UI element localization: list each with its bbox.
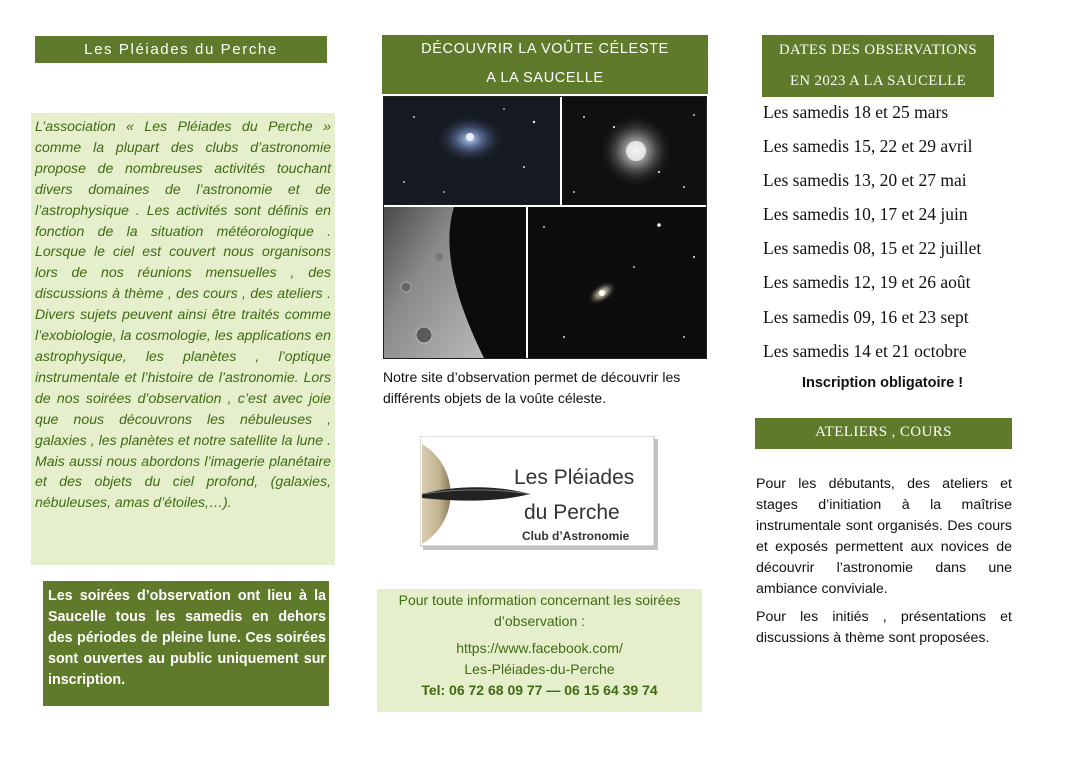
date-item: Les samedis 15, 22 et 29 avril: [763, 136, 973, 157]
photo-caption: Notre site d’observation permet de découvrir les différents objets de la voûte céleste.: [383, 369, 681, 406]
date-item: Les samedis 12, 19 et 26 août: [763, 272, 971, 293]
center-title-line2: A LA SAUCELLE: [486, 70, 604, 86]
nebula-photo: [384, 97, 560, 205]
date-item: Les samedis 13, 20 et 27 mai: [763, 170, 967, 191]
ateliers-paragraph-2: Pour les initiés , présentations et discussions à thème sont proposées.: [756, 609, 1012, 646]
logo-line3: Club d’Astronomie: [522, 529, 630, 543]
inscription-notice: Inscription obligatoire !: [801, 375, 964, 391]
date-item: Les samedis 08, 15 et 22 juillet: [763, 238, 982, 259]
logo-line1: Les Pléiades: [514, 466, 635, 489]
galaxy-photo: [528, 207, 706, 358]
facebook-link-line2[interactable]: Les-Pléiades-du-Perche: [464, 661, 615, 677]
ateliers-title-banner: ATELIERS , COURS: [755, 418, 1012, 449]
club-logo: [420, 436, 658, 550]
star-cluster-photo: [562, 97, 706, 205]
info-line1: Pour toute information concernant les soirées d’observation :: [398, 592, 681, 629]
soirees-paragraph: Les soirées d’observation ont lieu à la Saucelle tous les samedis en dehors des périodes de pleine lune. Ces soirées sont ouvertes au public uniquement sur inscription.: [48, 588, 326, 688]
moon-photo: [384, 207, 526, 358]
date-item: Les samedis 09, 16 et 23 sept: [763, 306, 969, 327]
ateliers-text: [756, 474, 1012, 656]
intro-paragraph: L’association « Les Pléiades du Perche » comme la plupart des clubs d’astronomie propose de nombreuses activités touchant divers domaines de l’astronomie et de l’astrophysique . Les activités sont définis en fonction de la situation météorologique . Lorsque le ciel est couvert nous organisons lors de nos réunions mensuelles , des discussions à thème , des cours , des ateliers . Divers sujets peuvent ainsi être traités comme l’exobiologie, la cosmologie, les applications en astrophysique, les planètes , l’optique instrumentale et l’histoire de l’astronomie. Lors de nos soirées d’observation , c’est avec joie que nous découvrons les nébuleuses , galaxies , les planètes et notre satellite la lune . Mais aussi nous abordons l’imagerie planétaire et des objets du ciel profond, (galaxies, nébuleuses, amas d’étoiles,…).: [35, 118, 331, 511]
left-title-banner: Les Pléiades du Perche: [35, 36, 327, 63]
logo-line2: du Perche: [524, 501, 620, 524]
ateliers-paragraph-1: Pour les débutants, des ateliers et stages d’initiation à la maîtrise instrumentale sont organisés. Des cours et exposés permettent aux novices de découvrir l’astronomie dans une ambiance conviviale.: [756, 476, 1012, 597]
center-title-banner: [382, 35, 708, 94]
dates-title-banner: [762, 35, 994, 97]
date-item: Les samedis 18 et 25 mars: [763, 102, 949, 122]
center-title-line1: DÉCOUVRIR LA VOÛTE CÉLESTE: [421, 41, 669, 57]
dates-title-line1: DATES DES OBSERVATIONS: [778, 42, 978, 58]
info-text: [380, 590, 699, 701]
dates-title-line2: EN 2023 A LA SAUCELLE: [789, 73, 967, 89]
facebook-link-line1[interactable]: https://www.facebook.com/: [456, 640, 623, 656]
observation-dates-list: [763, 97, 1023, 370]
astro-photo-collage: [383, 96, 707, 359]
date-item: Les samedis 10, 17 et 24 juin: [763, 204, 968, 225]
date-item: Les samedis 14 et 21 octobre: [763, 340, 967, 361]
telephone-numbers: Tel: 06 72 68 09 77 — 06 15 64 39 74: [421, 682, 658, 698]
